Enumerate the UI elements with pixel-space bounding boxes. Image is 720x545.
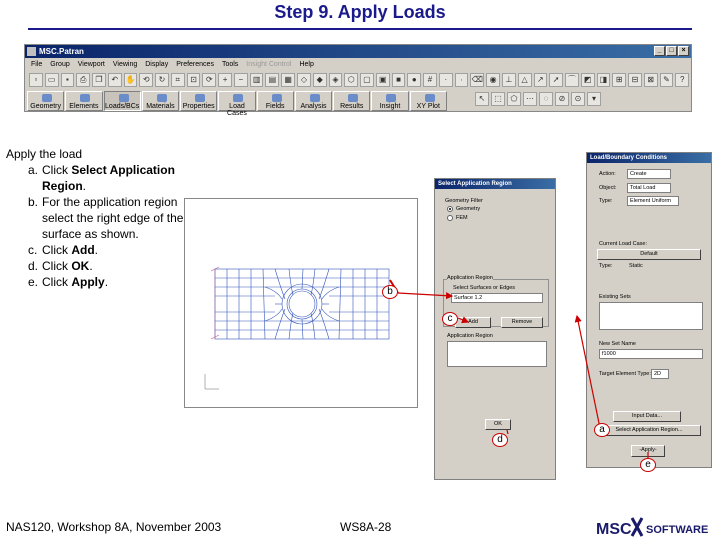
show-all-icon[interactable]: ◉ xyxy=(486,73,500,87)
rotate-icon[interactable]: ⟳ xyxy=(202,73,216,87)
select-surfaces-input[interactable]: Surface 1.2 xyxy=(451,293,543,303)
svg-text:MSC: MSC xyxy=(596,521,632,538)
application-region-group-label: Application Region xyxy=(447,275,493,281)
object-select[interactable]: Total Load xyxy=(627,183,671,193)
instruction-step: a. Click Select Application Region. xyxy=(28,163,175,193)
abort-icon[interactable]: ✋ xyxy=(124,73,138,87)
new-set-name-label: New Set Name xyxy=(599,341,636,347)
select-surfaces-label: Select Surfaces or Edges xyxy=(453,285,516,291)
edit-icon[interactable]: ✎ xyxy=(660,73,674,87)
load-case-button[interactable]: Default xyxy=(597,249,701,260)
select-application-region-button[interactable]: Select Application Region... xyxy=(597,425,701,436)
open-icon[interactable]: ▭ xyxy=(45,73,59,87)
view-corners-icon[interactable]: ⌗ xyxy=(171,73,185,87)
arrow-icon[interactable]: ➚ xyxy=(549,73,563,87)
msc-software-logo xyxy=(594,514,716,540)
app-results[interactable]: Results xyxy=(333,91,370,111)
fem-radio-label: FEM xyxy=(456,215,468,221)
instruction-step: d. Click OK. xyxy=(28,259,93,273)
zoom-in-icon[interactable]: + xyxy=(218,73,232,87)
menu-viewport[interactable]: Viewport xyxy=(77,61,105,68)
apply-button[interactable]: -Apply- xyxy=(631,445,665,457)
close-button[interactable]: × xyxy=(678,46,689,56)
plot-erase-icon[interactable]: ⌫ xyxy=(470,73,484,87)
app-properties[interactable]: Properties xyxy=(180,91,217,111)
action-select[interactable]: Create xyxy=(627,169,671,179)
instruction-step: b. For the application region select the right edge of the surface as shown. xyxy=(28,195,184,241)
action-label: Action: xyxy=(599,171,616,177)
geometry-radio-label: Geometry xyxy=(456,206,481,212)
coord-frame-icon[interactable]: ⊥ xyxy=(502,73,516,87)
maximize-button[interactable]: □ xyxy=(666,46,677,56)
menu-insight-control[interactable]: Insight Control xyxy=(246,61,292,68)
fem-icon[interactable]: ⊞ xyxy=(612,73,626,87)
pick-reject-icon[interactable]: ⊘ xyxy=(555,92,569,106)
geometry-filter-label: Geometry Filter xyxy=(445,198,483,204)
app-materials[interactable]: Materials xyxy=(142,91,179,111)
arrow-b xyxy=(398,293,452,296)
iso1-view-icon[interactable]: ◇ xyxy=(297,73,311,87)
arrow-c xyxy=(458,318,468,322)
vector-icon[interactable]: ↗ xyxy=(534,73,548,87)
menu-group[interactable]: Group xyxy=(50,61,70,68)
menu-display[interactable]: Display xyxy=(145,61,169,68)
menu-preferences[interactable]: Preferences xyxy=(176,61,214,68)
instruction-step: c. Click Add. xyxy=(28,243,99,257)
pick-polygon-icon[interactable]: ⬠ xyxy=(507,92,521,106)
app-loads-bcs[interactable]: Loads/BCs xyxy=(104,91,141,111)
app-load-cases[interactable]: Load Cases xyxy=(218,91,255,111)
app-geometry[interactable]: Geometry xyxy=(27,91,64,111)
arrow-a xyxy=(577,316,600,428)
add-button[interactable]: Add xyxy=(455,317,491,328)
instruction-step: e. Click Apply. xyxy=(28,275,109,289)
type-label: Type: xyxy=(599,198,613,204)
app-xy-plot[interactable]: XY Plot xyxy=(410,91,447,111)
menu-viewing[interactable]: Viewing xyxy=(112,61,138,68)
point-size-icon[interactable]: ∙ xyxy=(455,73,469,87)
app-fields[interactable]: Fields xyxy=(257,91,294,111)
target-element-type-label: Target Element Type: xyxy=(599,371,651,377)
app-elements[interactable]: Elements xyxy=(65,91,102,111)
iso3-view-icon[interactable]: ◈ xyxy=(329,73,343,87)
pick-box-icon[interactable]: ⬚ xyxy=(491,92,505,106)
copy-icon[interactable]: ❐ xyxy=(92,73,106,87)
fit-view-icon[interactable]: ⊡ xyxy=(187,73,201,87)
top-view-icon[interactable]: ▤ xyxy=(265,73,279,87)
hidden-line-icon[interactable]: ▣ xyxy=(376,73,390,87)
load-case-type-value: Static xyxy=(629,263,643,269)
wireframe-icon[interactable]: ▢ xyxy=(360,73,374,87)
svg-text:SOFTWARE: SOFTWARE xyxy=(646,524,709,536)
instructions-heading: Apply the load xyxy=(6,147,83,161)
object-label: Object: xyxy=(599,185,617,191)
zoom-out-icon[interactable]: − xyxy=(234,73,248,87)
app-insight[interactable]: Insight xyxy=(371,91,408,111)
help-icon[interactable]: ? xyxy=(675,73,689,87)
remove-button[interactable]: Remove xyxy=(501,317,543,328)
new-set-name-input[interactable]: f1000 xyxy=(599,349,703,359)
pick-visible-icon[interactable]: ◌ xyxy=(539,92,553,106)
logo-graphic xyxy=(594,514,716,540)
callout-c: c xyxy=(442,312,458,326)
menu-tools[interactable]: Tools xyxy=(221,61,239,68)
undo-icon[interactable]: ↶ xyxy=(108,73,122,87)
app-analysis[interactable]: Analysis xyxy=(295,91,332,111)
footer-page: WS8A-28 xyxy=(340,520,392,534)
existing-sets-label: Existing Sets xyxy=(599,294,631,300)
menu-help[interactable]: Help xyxy=(299,61,314,68)
callout-e: e xyxy=(640,458,656,472)
sar-title: Select Application Region xyxy=(435,179,555,189)
node-size-icon[interactable]: · xyxy=(439,73,453,87)
current-load-case-label: Current Load Case: xyxy=(599,241,647,247)
side-view-icon[interactable]: ▦ xyxy=(281,73,295,87)
application-region-list-label: Application Region xyxy=(447,333,493,339)
surface-icon[interactable]: ◩ xyxy=(581,73,595,87)
load-case-type-label: Type: xyxy=(599,263,613,269)
front-view-icon[interactable]: ▥ xyxy=(250,73,264,87)
ok-button[interactable]: OK xyxy=(485,419,511,430)
pick-arrow-icon[interactable]: ↖ xyxy=(475,92,489,106)
iso4-view-icon[interactable]: ⬡ xyxy=(344,73,358,87)
footer-course: NAS120, Workshop 8A, November 2003 xyxy=(6,520,222,534)
print-icon[interactable]: ⎙ xyxy=(76,73,90,87)
mesh-icon[interactable]: ⊟ xyxy=(628,73,642,87)
callout-a: a xyxy=(594,423,610,437)
element-icon[interactable]: △ xyxy=(518,73,532,87)
pick-dots-icon[interactable]: ⋯ xyxy=(523,92,537,106)
reset-graphics-icon[interactable]: ⟲ xyxy=(139,73,153,87)
type-select[interactable]: Element Uniform xyxy=(627,196,679,206)
solid-icon[interactable]: ◨ xyxy=(597,73,611,87)
pick-center-icon[interactable]: ⊙ xyxy=(571,92,585,106)
callout-b: b xyxy=(382,285,398,299)
arrow-d xyxy=(507,430,508,434)
iso2-view-icon[interactable]: ◆ xyxy=(313,73,327,87)
save-icon[interactable]: ▪ xyxy=(61,73,75,87)
patran-title: MSC.Patran xyxy=(39,47,84,56)
callout-d: d xyxy=(492,433,508,447)
shaded-icon[interactable]: ■ xyxy=(392,73,406,87)
smooth-shaded-icon[interactable]: ● xyxy=(407,73,421,87)
minimize-button[interactable]: _ xyxy=(654,46,665,56)
label-icon[interactable]: # xyxy=(423,73,437,87)
curve-icon[interactable]: ⌒ xyxy=(565,73,579,87)
refresh-icon[interactable]: ↻ xyxy=(155,73,169,87)
input-data-button[interactable]: Input Data... xyxy=(613,411,681,422)
new-icon[interactable]: ▫ xyxy=(29,73,43,87)
slide-title: Step 9. Apply Loads xyxy=(274,2,446,22)
menu-file[interactable]: File xyxy=(31,61,43,68)
lbc-title: Load/Boundary Conditions xyxy=(587,153,711,163)
pick-options-icon[interactable]: ▾ xyxy=(587,92,601,106)
target-element-type-select[interactable]: 2D xyxy=(651,369,669,379)
grid-icon[interactable]: ⊠ xyxy=(644,73,658,87)
